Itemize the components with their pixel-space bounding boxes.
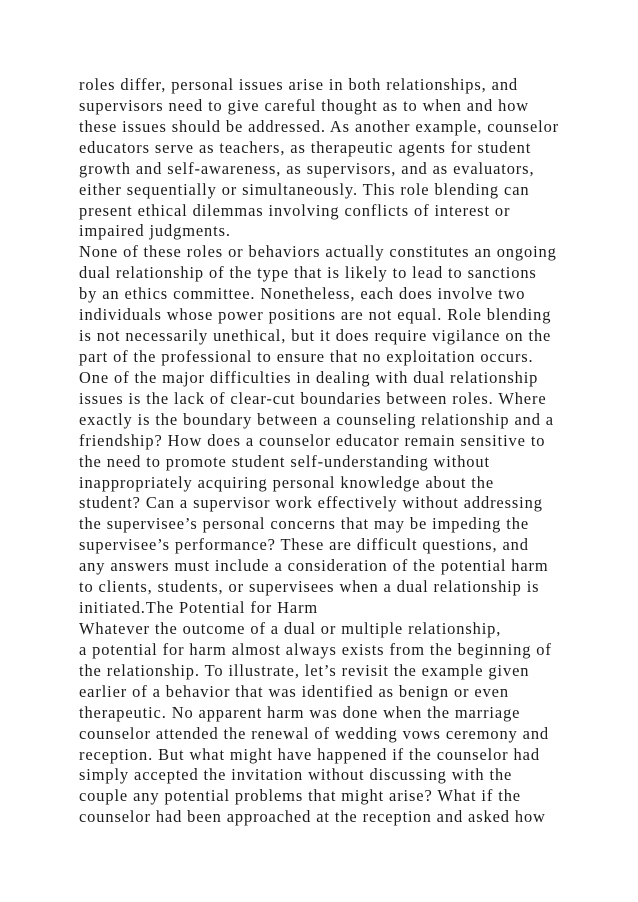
text-line: inappropriately acquiring personal knowledge about the — [79, 472, 494, 492]
body-text — [79, 75, 624, 828]
text-line: a potential for harm almost always exists from the beginning of — [79, 639, 552, 659]
text-line: counselor attended the renewal of wedding vows ceremony and — [79, 723, 550, 743]
text-line: individuals whose power positions are not equal. Role blending — [79, 305, 552, 325]
text-line: present ethical dilemmas involving conflicts of interest or — [79, 200, 511, 220]
text-line: initiated.The Potential for Harm — [79, 598, 319, 618]
text-line: friendship? How does a counselor educator remain sensitive to — [79, 430, 546, 450]
text-line: None of these roles or behaviors actually constitutes an ongoing — [79, 242, 557, 262]
text-line: these issues should be addressed. As another example, counselor — [79, 116, 560, 136]
text-line: the supervisee’s personal concerns that may be impeding the — [79, 514, 529, 534]
text-line: earlier of a behavior that was identified as benign or even — [79, 681, 509, 701]
text-line: by an ethics committee. Nonetheless, each does involve two — [79, 284, 526, 304]
text-line: the relationship. To illustrate, let’s revisit the example given — [79, 660, 530, 680]
text-line: to clients, students, or supervisees when a dual relationship is — [79, 577, 540, 597]
text-line: issues is the lack of clear-cut boundaries between roles. Where — [79, 388, 547, 408]
text-line: is not necessarily unethical, but it does require vigilance on the — [79, 326, 552, 346]
text-line: supervisors need to give careful thought as to when and how — [79, 95, 530, 115]
text-line: counselor had been approached at the reception and asked how — [79, 807, 546, 827]
text-line: either sequentially or simultaneously. This role blending can — [79, 179, 530, 199]
text-line: growth and self-awareness, as supervisors, and as evaluators, — [79, 158, 535, 178]
text-line: reception. But what might have happened if the counselor had — [79, 744, 540, 764]
text-line: simply accepted the invitation without discussing with the — [79, 765, 513, 785]
text-line: impaired judgments. — [79, 221, 231, 241]
text-line: educators serve as teachers, as therapeutic agents for student — [79, 137, 532, 157]
text-line: the need to promote student self-understanding without — [79, 451, 490, 471]
text-line: exactly is the boundary between a counseling relationship and a — [79, 409, 554, 429]
text-line: supervisee’s performance? These are difficult questions, and — [79, 535, 529, 555]
text-line: Whatever the outcome of a dual or multiple relationship, — [79, 618, 502, 638]
text-line: student? Can a supervisor work effectively without addressing — [79, 493, 543, 513]
text-line: One of the major difficulties in dealing with dual relationship — [79, 367, 539, 387]
text-line: part of the professional to ensure that no exploitation occurs. — [79, 346, 534, 366]
text-line: couple any potential problems that might arise? What if the — [79, 786, 521, 806]
text-line: roles differ, personal issues arise in both relationships, and — [79, 75, 519, 94]
text-line: any answers must include a consideration of the potential harm — [79, 556, 549, 576]
text-line: therapeutic. No apparent harm was done when the marriage — [79, 702, 521, 722]
text-line: dual relationship of the type that is likely to lead to sanctions — [79, 263, 537, 283]
